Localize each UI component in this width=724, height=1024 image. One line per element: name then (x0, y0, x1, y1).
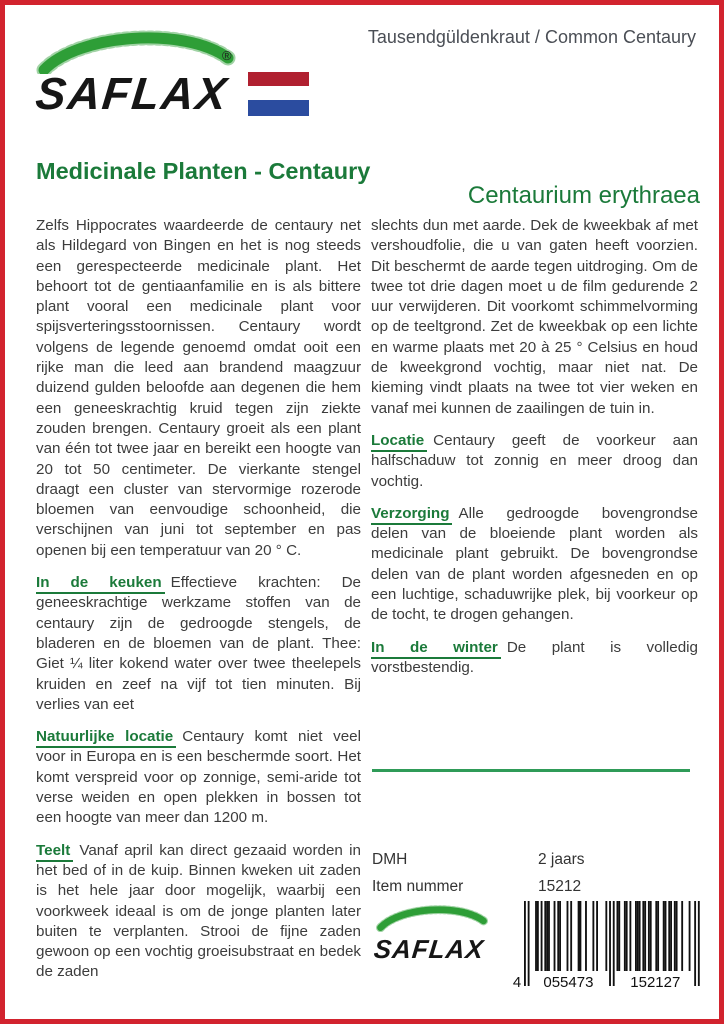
paragraph (36, 841, 361, 983)
section-heading: Locatie (371, 432, 427, 452)
netherlands-flag-icon (248, 72, 309, 116)
saflax-footer-logo (374, 898, 504, 988)
section-heading: Natuurlijke locatie (36, 728, 176, 748)
paragraph-text: slechts dun met aarde. Dek de kweekbak af met vershoudfolie, die u van gaten heeft voorzien. Dit beschermt de aarde tegen uitdroging. Om de twee tot drie dagen moet u de film gedurende 2 uur verwijderen. Dit voorkomt schimmelvorming op de teeltgrond. Zet de kweekbak op een lichte en warme plaats met 20 à 25 ° Celsius en houd de kweekgrond vochtig, maar niet nat. De kieming vindt plaats na twee tot vier weken en vanaf mei kunnen de zaailingen de tuin in. (371, 217, 698, 417)
section-heading: In de keuken (36, 574, 165, 594)
brand-wordmark: SAFLAX (33, 68, 231, 119)
flag-blue-stripe (248, 100, 309, 116)
paragraph (371, 216, 698, 419)
paragraph-text: Alle gedroogde bovengrondse delen van de bloeiende plant worden als medicinale plant gebruikt. De bovengrondse delen van de plant worden afgesneden en op een luchtige, schaduwrijke plek, bij voorkeur op de tocht, te drogen gehangen. (371, 504, 698, 624)
paragraph-text: Zelfs Hippocrates waardeerde de centaury net als Hildegard von Bingen en het is nog steeds een gerespecteerde medicinale plant. Het behoort tot de gentiaanfamilie en is als bittere plant vooral een medicinale plant voor spijsverteringsstoornissen. Centaury wordt volgens de legende genoemd omdat ooit een rijke man die leed aan brandend maagzuur duizend gulden beloofde aan degenen die hem een geneeskrachtig kruid tegen zijn ziekte zouden brengen. Centaury groeit als een plant van één tot twee jaar en bereikt een hoogte van 20 tot 50 centimeter. De vierkante stengel draagt een cluster van stervormige rozerode bloemen van eenvoudige schoonheid, die verschijnen van juni tot september en pas openen bij een temperatuur van 20 ° C. (36, 217, 361, 559)
paragraph (36, 573, 361, 715)
paragraph-text: Centaury geeft de voorkeur aan halfschaduw tot zonnig en meer droog dan vochtig. (371, 431, 698, 490)
svg-text:152127: 152127 (630, 974, 681, 991)
info-value: 2 jaars (538, 851, 585, 868)
footer-logo-arch-icon (376, 902, 488, 932)
barcode-svg (513, 901, 700, 991)
paragraph (36, 727, 361, 828)
paragraph (371, 504, 698, 626)
botanical-name: Centaurium erythraea (467, 182, 700, 209)
common-names: Tausendgüldenkraut / Common Centaury (367, 27, 696, 47)
info-value: 15212 (538, 878, 582, 895)
paragraph (36, 216, 361, 561)
svg-text:4: 4 (512, 974, 522, 991)
info-row (372, 878, 692, 896)
section-heading: Verzorging (371, 505, 452, 525)
paragraph-text: Effectieve krachten: De geneeskrachtige werkzame stoffen van de centaury zijn de gedroogde stengels, de bladeren en de bloemen van de plant. Thee: Giet ¼ liter kokend water over twee theelepels kruiden en zeef na vijf tot tien minuten. Bij verlies van eet (36, 574, 361, 713)
right-text-column (371, 216, 698, 776)
registered-trademark: ® (222, 48, 232, 63)
paragraph-text: De plant is volledig vorstbestendig. (371, 638, 698, 676)
left-text-column (36, 216, 361, 1010)
section-heading: Teelt (36, 842, 73, 862)
product-info-table (372, 851, 692, 905)
paragraph-text: Vanaf april kan direct gezaaid worden in het bed of in de kuip. Binnen kweken uit zaden is het hele jaar door mogelijk, waarbij een voorkweek ideaal is om de jonge planten later buiten te verplanten. Strooi de fijne zaden gewoon op een vochtig groeisubstraat en bedek de zaden (36, 841, 361, 981)
paragraph (371, 431, 698, 492)
flag-red-stripe (248, 72, 309, 86)
info-label: Item nummer (372, 878, 464, 895)
info-row (372, 851, 692, 869)
saflax-logo (33, 26, 246, 126)
section-heading: In de winter (371, 639, 501, 659)
paragraph-text: Centaury komt niet veel voor in Europa en is een beschermde soort. Het komt verspreid voor op zonnige, semi-aride tot verse weiden en open plekken in bossen tot een hoogte van meer dan 1200 m. (36, 728, 361, 827)
svg-text:055473: 055473 (543, 974, 594, 991)
barcode (512, 901, 704, 991)
paragraph (371, 638, 698, 679)
info-label: DMH (372, 851, 408, 868)
category-title: Medicinale Planten - Centaury (36, 158, 371, 184)
footer-brand-wordmark: SAFLAX (372, 934, 486, 964)
footer-divider (372, 769, 690, 772)
